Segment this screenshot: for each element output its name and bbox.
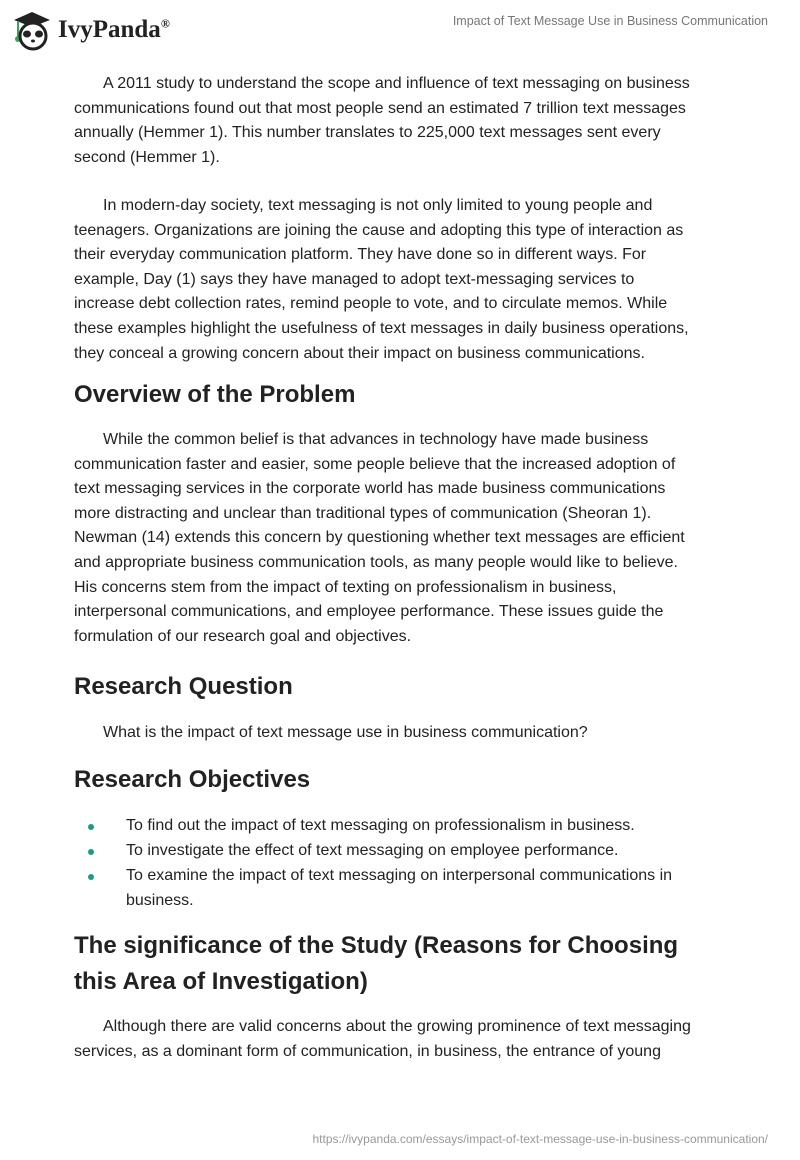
list-item-text: To find out the impact of text messaging on professionalism in business. (126, 817, 635, 834)
list-item-text: To examine the impact of text messaging on interpersonal communications in (126, 867, 673, 884)
heading-line: this Area of Investigation) (74, 968, 368, 995)
heading-overview: Overview of the Problem (74, 381, 356, 408)
text-line: While the common belief is that advances in technology have made business (103, 431, 649, 448)
heading-significance (74, 928, 678, 1000)
paragraph-5 (74, 1015, 691, 1064)
text-line: example, Day (1) says they have managed to adopt text-messaging services to (74, 270, 635, 288)
text-line: In modern-day society, text messaging is not only limited to young people and (103, 197, 653, 214)
bullet-icon (88, 874, 94, 880)
source-url[interactable]: https://ivypanda.com/essays/impact-of-text-message-use-in-business-communication/ (312, 1132, 768, 1146)
bullet-icon (88, 849, 94, 855)
text-line: they conceal a growing concern about their impact on business communications. (74, 344, 645, 362)
list-item (74, 814, 635, 839)
text-line: these examples highlight the usefulness of text messages in daily business operations, (74, 319, 689, 337)
paragraph-4 (74, 721, 588, 746)
logo-text: IvyPanda (58, 16, 161, 43)
paragraph-3 (74, 428, 685, 649)
text-line: their everyday communication platform. They have done so in different ways. For (74, 246, 647, 264)
text-line: Newman (14) extends this concern by questioning whether text messages are efficient (74, 529, 685, 547)
list-item-text: business. (126, 891, 194, 909)
heading-line: The significance of the Study (Reasons for Choosing (74, 932, 679, 959)
text-line: What is the impact of text message use in business communication? (103, 724, 588, 741)
text-line: services, as a dominant form of communication, in business, the entrance of young (74, 1042, 661, 1060)
text-line: His concerns stem from the impact of texting on professionalism in business, (74, 578, 617, 596)
text-line: communications found out that most people send an estimated 7 trillion text messages (74, 99, 686, 117)
registered-mark: ® (160, 16, 170, 31)
text-line: interpersonal communications, and employee performance. These issues guide the (74, 603, 664, 621)
text-line: teenagers. Organizations are joining the cause and adopting this type of interaction as (74, 221, 684, 239)
logo[interactable] (10, 8, 170, 52)
heading-research-question: Research Question (74, 673, 293, 700)
heading-research-objectives: Research Objectives (74, 766, 311, 793)
text-line: increase debt collection rates, remind people to vote, and to circulate memos. While (74, 295, 668, 313)
text-line: and appropriate business communication tools, as many people would like to believe. (74, 553, 678, 571)
list-item (74, 864, 672, 913)
text-line: Although there are valid concerns about the growing prominence of text messaging (103, 1018, 691, 1035)
document-title: Impact of Text Message Use in Business Communication (452, 14, 768, 28)
panda-logo-icon (10, 8, 54, 52)
bullet-icon (88, 824, 94, 830)
list-item (74, 839, 618, 864)
list-item-text: To investigate the effect of text messaging on employee performance. (126, 842, 619, 859)
text-line: second (Hemmer 1). (74, 148, 220, 166)
text-line: text messaging services in the corporate world has made business communications (74, 480, 666, 498)
text-line: more distracting and unclear than traditional types of communication (Sheoran 1). (74, 504, 652, 522)
paragraph-2 (74, 194, 689, 366)
paragraph-1 (74, 72, 690, 170)
text-line: A 2011 study to understand the scope and influence of text messaging on business (103, 75, 690, 92)
text-line: formulation of our research goal and objectives. (74, 627, 412, 645)
text-line: communication faster and easier, some people believe that the increased adoption of (74, 455, 676, 473)
text-line: annually (Hemmer 1). This number translates to 225,000 text messages sent every (74, 124, 661, 142)
